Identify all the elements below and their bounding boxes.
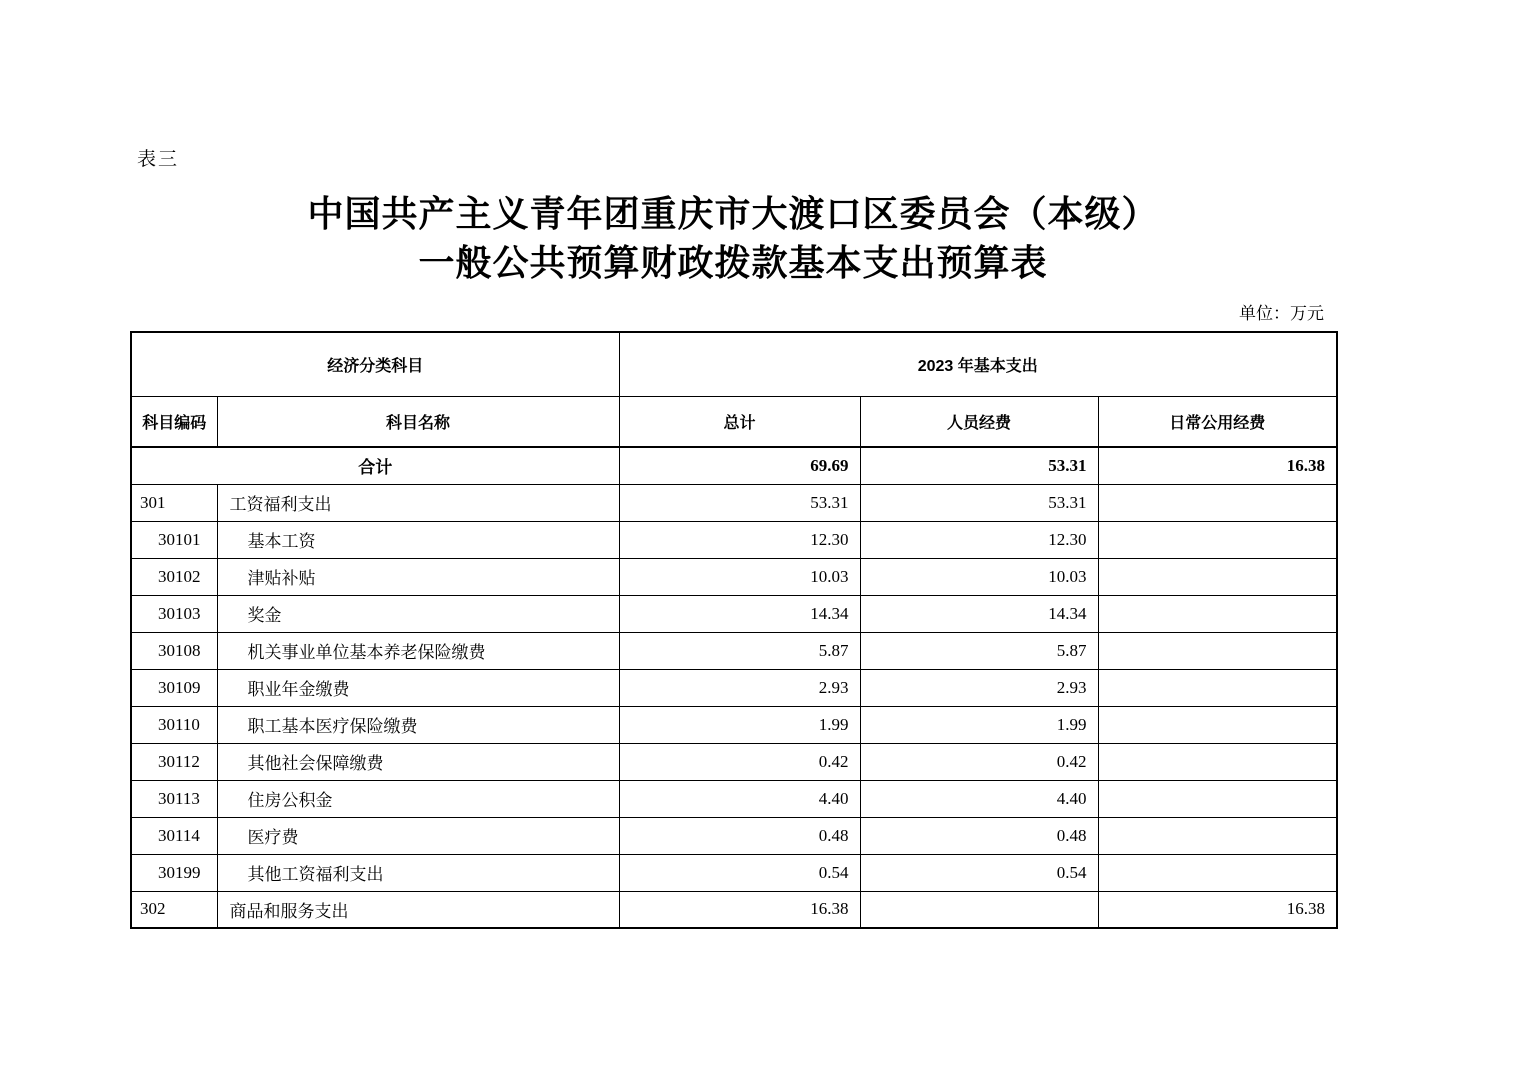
cell-daily-public-funds <box>1098 854 1337 891</box>
table-row <box>131 669 1337 706</box>
table-row <box>131 706 1337 743</box>
cell-subject-code: 30199 <box>131 854 217 891</box>
col-header-subject-name: 科目名称 <box>217 396 619 447</box>
cell-personnel-funds: 0.54 <box>860 854 1098 891</box>
header-economic-classification: 经济分类科目 <box>131 332 619 396</box>
cell-daily-public-funds <box>1098 817 1337 854</box>
cell-daily-public-funds <box>1098 595 1337 632</box>
cell-subject-name: 其他社会保障缴费 <box>217 743 619 780</box>
cell-daily-public-funds <box>1098 706 1337 743</box>
cell-total: 16.38 <box>619 891 860 928</box>
cell-personnel-funds: 12.30 <box>860 521 1098 558</box>
cell-subject-code: 30110 <box>131 706 217 743</box>
cell-total: 2.93 <box>619 669 860 706</box>
cell-subject-name: 基本工资 <box>217 521 619 558</box>
cell-total-label: 合计 <box>131 447 619 484</box>
cell-personnel-funds: 53.31 <box>860 447 1098 484</box>
cell-subject-name: 职工基本医疗保险缴费 <box>217 706 619 743</box>
cell-subject-name: 津贴补贴 <box>217 558 619 595</box>
cell-subject-code: 30108 <box>131 632 217 669</box>
cell-subject-code: 30102 <box>131 558 217 595</box>
budget-table <box>130 331 1338 929</box>
table-header-group-row <box>131 332 1337 396</box>
table-row <box>131 854 1337 891</box>
cell-total: 53.31 <box>619 484 860 521</box>
cell-subject-name: 职业年金缴费 <box>217 669 619 706</box>
cell-daily-public-funds: 16.38 <box>1098 891 1337 928</box>
cell-subject-code: 30113 <box>131 780 217 817</box>
cell-personnel-funds <box>860 891 1098 928</box>
cell-daily-public-funds <box>1098 743 1337 780</box>
cell-personnel-funds: 2.93 <box>860 669 1098 706</box>
cell-personnel-funds: 0.42 <box>860 743 1098 780</box>
page-title-line1: 中国共产主义青年团重庆市大渡口区委员会（本级） <box>307 193 1159 235</box>
cell-subject-code: 30103 <box>131 595 217 632</box>
cell-subject-name: 奖金 <box>217 595 619 632</box>
cell-total: 12.30 <box>619 521 860 558</box>
cell-total: 0.54 <box>619 854 860 891</box>
cell-daily-public-funds <box>1098 521 1337 558</box>
cell-subject-code: 30114 <box>131 817 217 854</box>
cell-personnel-funds: 14.34 <box>860 595 1098 632</box>
cell-total: 14.34 <box>619 595 860 632</box>
cell-daily-public-funds <box>1098 632 1337 669</box>
cell-subject-name: 机关事业单位基本养老保险缴费 <box>217 632 619 669</box>
header-2023-basic-expenditure: 2023 年基本支出 <box>619 332 1337 396</box>
page-title-line2: 一般公共预算财政拨款基本支出预算表 <box>418 242 1048 284</box>
cell-subject-code: 302 <box>131 891 217 928</box>
cell-personnel-funds: 5.87 <box>860 632 1098 669</box>
cell-personnel-funds: 0.48 <box>860 817 1098 854</box>
page-title <box>130 190 1336 288</box>
unit-note: 单位：万元 <box>1239 304 1324 324</box>
cell-subject-name: 医疗费 <box>217 817 619 854</box>
cell-subject-code: 30109 <box>131 669 217 706</box>
table-row <box>131 891 1337 928</box>
cell-daily-public-funds <box>1098 780 1337 817</box>
table-row <box>131 484 1337 521</box>
table-row <box>131 632 1337 669</box>
table-header-columns-row <box>131 396 1337 447</box>
table-row <box>131 595 1337 632</box>
cell-personnel-funds: 1.99 <box>860 706 1098 743</box>
cell-total: 69.69 <box>619 447 860 484</box>
cell-subject-name: 其他工资福利支出 <box>217 854 619 891</box>
cell-total: 5.87 <box>619 632 860 669</box>
cell-subject-code: 30112 <box>131 743 217 780</box>
table-row-total <box>131 447 1337 484</box>
cell-subject-name: 商品和服务支出 <box>217 891 619 928</box>
cell-personnel-funds: 4.40 <box>860 780 1098 817</box>
cell-daily-public-funds <box>1098 669 1337 706</box>
table-row <box>131 817 1337 854</box>
cell-personnel-funds: 10.03 <box>860 558 1098 595</box>
col-header-personnel-funds: 人员经费 <box>860 396 1098 447</box>
cell-subject-code: 301 <box>131 484 217 521</box>
cell-daily-public-funds: 16.38 <box>1098 447 1337 484</box>
cell-total: 1.99 <box>619 706 860 743</box>
cell-daily-public-funds <box>1098 484 1337 521</box>
cell-total: 10.03 <box>619 558 860 595</box>
cell-total: 0.42 <box>619 743 860 780</box>
table-row <box>131 780 1337 817</box>
table-row <box>131 743 1337 780</box>
col-header-total: 总计 <box>619 396 860 447</box>
table-number-label: 表三 <box>137 148 180 170</box>
cell-subject-name: 住房公积金 <box>217 780 619 817</box>
table-row <box>131 521 1337 558</box>
col-header-daily-public-funds: 日常公用经费 <box>1098 396 1337 447</box>
cell-subject-code: 30101 <box>131 521 217 558</box>
table-row <box>131 558 1337 595</box>
cell-total: 4.40 <box>619 780 860 817</box>
cell-personnel-funds: 53.31 <box>860 484 1098 521</box>
cell-subject-name: 工资福利支出 <box>217 484 619 521</box>
cell-daily-public-funds <box>1098 558 1337 595</box>
cell-total: 0.48 <box>619 817 860 854</box>
col-header-subject-code: 科目编码 <box>131 396 217 447</box>
